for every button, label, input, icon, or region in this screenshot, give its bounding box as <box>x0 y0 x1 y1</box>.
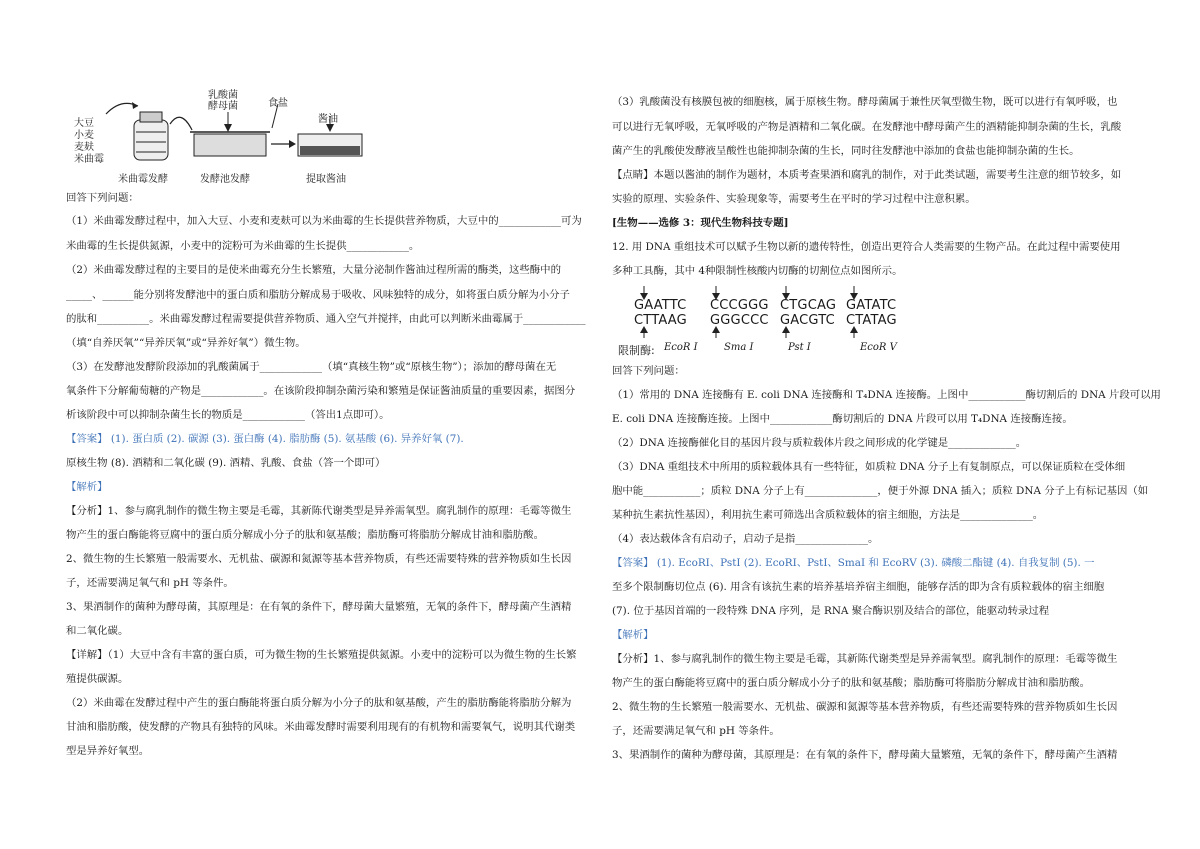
text-line: 回答下列问题： <box>612 365 685 377</box>
text-line: 米曲霉的生长提供氮源，小麦中的淀粉可为米曲霉的生长提供____________。 <box>66 240 420 252</box>
text-line: 【点睛】本题以酱油的制作为题材，本质考查果酒和腐乳的制作，对于此类试题，需要考生注意的细节较多，如 <box>612 169 1122 181</box>
input-item: 米曲霉 <box>74 154 104 165</box>
text-line: （3）乳酸菌没有核膜包被的细胞核，属于原核生物。酵母菌属于兼性厌氧型微生物，既可以进行有氧呼吸，也 <box>612 96 1118 108</box>
text-line: （填“自养厌氧”“异养厌氧”或“异养好氧”）微生物。 <box>66 337 306 349</box>
enzyme-name: EcoR V <box>860 342 897 353</box>
restriction-enzyme-figure <box>612 286 922 358</box>
text-line: 多种工具酶，其中 4种限制性核酸内切酶的切割位点如图所示。 <box>612 265 903 277</box>
text-line: 析该阶段中可以抑制杂菌生长的物质是____________（答出1点即可）。 <box>66 409 390 421</box>
text-line: 型是异养好氧型。 <box>66 745 150 757</box>
text-line: 胞中能___________；质粒 DNA 分子上有______________，便于外源 DNA 插入；质粒 DNA 分子上有标记基因（如 <box>612 485 1149 497</box>
text-line: 【分析】1、参与腐乳制作的微生物主要是毛霉，其新陈代谢类型是异养需氧型。腐乳制作的原理：毛霉等微生 <box>612 653 1118 665</box>
text-line: 2、微生物的生长繁殖一般需要水、无机盐、碳源和氮源等基本营养物质，有些还需要特殊的营养物质如生长因 <box>612 701 1118 713</box>
text-line: 的肽和__________。米曲霉发酵过程需要提供营养物质、通入空气并搅拌，由此可以判断米曲霉属于____________ <box>66 313 586 325</box>
text-line: （3）DNA 重组技术中所用的质粒载体具有一些特征，如质粒 DNA 分子上有复制原点，可以保证质粒在受体细 <box>612 461 1126 473</box>
sequence-top: CTGCAG <box>780 298 837 313</box>
step-label: 米曲霉发酵 <box>118 174 168 185</box>
answer-line: 原核生物 (8). 酒精和二氧化碳 (9). 酒精、乳酸、食盐（答一个即可） <box>66 457 386 469</box>
text-line: 【详解】（1）大豆中含有丰富的蛋白质，可为微生物的生长繁殖提供氮源。小麦中的淀粉可以为微生物的生长繁 <box>66 649 577 661</box>
soy-sauce-process-diagram <box>66 88 386 186</box>
sequence-top: GATATC <box>846 298 897 313</box>
text-line: 子，还需要满足氧气和 pH 等条件。 <box>66 577 234 589</box>
text-line: 【分析】1、参与腐乳制作的微生物主要是毛霉，其新陈代谢类型是异养需氧型。腐乳制作的原理：毛霉等微生 <box>66 505 572 517</box>
input-list <box>74 118 104 166</box>
text-line: 和二氧化碳。 <box>66 625 129 637</box>
text-line: 菌产生的乳酸使发酵液呈酸性也能抑制杂菌的生长，同时往发酵池中添加的食盐也能抑制杂菌的生长。 <box>612 145 1080 157</box>
text-line: 3、果酒制作的菌种为酵母菌，其原理是：在有氧的条件下，酵母菌大量繁殖，无氧的条件下，酵母菌产生酒精 <box>66 601 572 613</box>
section-heading: [生物——选修 3：现代生物科技专题] <box>612 217 789 229</box>
answer-line: (7). 位于基因首端的一段特殊 DNA 序列，是 RNA 聚合酶识别及结合的部位，能驱动转录过程 <box>612 605 1050 617</box>
enzyme-name: Sma I <box>724 342 754 353</box>
step-label: 发酵池发酵 <box>200 174 250 185</box>
text-line: 殖提供碳源。 <box>66 673 129 685</box>
answer-line: 【答案】 (1). 蛋白质 (2). 碳源 (3). 蛋白酶 (4). 脂肪酶 (5). 氨基酸 (6). 异养好氧 (7). <box>66 433 464 445</box>
sequence-top: GAATTC <box>634 298 687 313</box>
answer-line: 【答案】 (1). EcoRI、PstI (2). EcoRI、PstI、SmaI 和 EcoRV (3). 磷酸二酯键 (4). 自我复制 (5). 一 <box>612 557 1095 569</box>
input-item: 小麦 <box>74 130 94 141</box>
text-line: 3、果酒制作的菌种为酵母菌，其原理是：在有氧的条件下，酵母菌大量繁殖，无氧的条件下，酵母菌产生酒精 <box>612 749 1118 761</box>
label-yeast: 酵母菌 <box>208 101 238 112</box>
text-line: 子，还需要满足氧气和 pH 等条件。 <box>612 725 780 737</box>
text-line: 物产生的蛋白酶能将豆腐中的蛋白质分解成小分子的肽和氨基酸；脂肪酶可将脂肪分解成甘油和脂肪酸。 <box>612 677 1090 689</box>
site-psti <box>780 298 836 328</box>
text-line: （1）米曲霉发酵过程中，加入大豆、小麦和麦麸可以为米曲霉的生长提供营养物质，大豆中的____________可为 <box>66 215 582 227</box>
text-line: 实验的原理、实验条件、实验现象等，需要考生在平时的学习过程中注意积累。 <box>612 193 976 205</box>
enzyme-name: EcoR I <box>664 342 698 353</box>
sequence-bottom: CTTAAG <box>634 313 687 328</box>
text-line: 可以进行无氧呼吸，无氧呼吸的产物是酒精和二氧化碳。在发酵池中酵母菌产生的酒精能抑制杂菌的生长，乳酸 <box>612 121 1122 133</box>
text-line: 物产生的蛋白酶能将豆腐中的蛋白质分解成小分子的肽和氨基酸；脂肪酶可将脂肪分解成甘油和脂肪酸。 <box>66 529 544 541</box>
sequence-bottom: CTATAG <box>846 313 897 328</box>
text-line: （2）DNA 连接酶催化目的基因片段与质粒载体片段之间形成的化学键是_____________。 <box>612 437 1027 449</box>
text-line: 氧条件下分解葡萄糖的产物是____________。在该阶段抑制杂菌污染和繁殖是保证酱油质量的重要因素，据图分 <box>66 385 576 397</box>
text-line: 某种抗生素抗性基因），利用抗生素可筛选出含质粒载体的宿主细胞，方法是______________。 <box>612 509 1044 521</box>
text-line: （2）米曲霉发酵过程的主要目的是使米曲霉充分生长繁殖，大量分泌制作酱油过程所需的酶类，这些酶中的 <box>66 264 561 276</box>
microbe-labels <box>208 90 238 112</box>
label-lactic-bacteria: 乳酸菌 <box>208 90 238 101</box>
site-smai <box>710 298 769 328</box>
sequence-bottom: GGGCCC <box>710 313 769 328</box>
label-salt: 食盐 <box>268 98 288 109</box>
input-item: 麦麸 <box>74 142 94 153</box>
step-label: 提取酱油 <box>306 174 346 185</box>
text-line: （3）在发酵池发酵阶段添加的乳酸菌属于____________（填“真核生物”或“原核生物”）；添加的酵母菌在无 <box>66 361 557 373</box>
site-ecori <box>634 298 687 328</box>
text-line: 回答下列问题： <box>66 192 139 204</box>
input-item: 大豆 <box>74 118 94 129</box>
text-line: _____、______能分别将发酵池中的蛋白质和脂肪分解成易于吸收、风味独特的成分，如将蛋白质分解为小分子 <box>66 289 570 301</box>
site-ecorv <box>846 298 897 328</box>
enzyme-caption: 限制酶: <box>618 344 655 357</box>
text-line: 2、微生物的生长繁殖一般需要水、无机盐、碳源和氮源等基本营养物质，有些还需要特殊的营养物质如生长因 <box>66 553 572 565</box>
text-line: 12. 用 DNA 重组技术可以赋予生物以新的遗传特性，创造出更符合人类需要的生物产品。在此过程中需要使用 <box>612 241 1121 253</box>
sequence-bottom: GACGTC <box>780 313 835 328</box>
answer-line: 至多个限制酶切位点 (6). 用含有该抗生素的培养基培养宿主细胞，能够存活的即为含有质粒载体的宿主细胞 <box>612 581 1105 593</box>
sequence-top: CCCGGG <box>710 298 769 313</box>
enzyme-name: Pst I <box>788 342 811 353</box>
analysis-heading: 【解析】 <box>612 629 654 641</box>
text-line: （2）米曲霉在发酵过程中产生的蛋白酶能将蛋白质分解为小分子的肽和氨基酸，产生的脂肪酶能将脂肪分解为 <box>66 697 572 709</box>
text-line: （4）表达载体含有启动子，启动子是指______________。 <box>612 533 879 545</box>
analysis-heading: 【解析】 <box>66 481 108 493</box>
text-line: （1）常用的 DNA 连接酶有 E. coli DNA 连接酶和 T₄DNA 连接酶。上图中___________酶切割后的 DNA 片段可以用 <box>612 389 1161 401</box>
text-line: E. coli DNA 连接酶连接。上图中____________酶切割后的 DNA 片段可以用 T₄DNA 连接酶连接。 <box>612 413 1073 425</box>
text-line: 甘油和脂肪酸，使发酵的产物具有独特的风味。米曲霉发酵时需要利用现有的有机物和需要氧气，说明其代谢类 <box>66 721 576 733</box>
label-soy-sauce: 酱油 <box>318 114 338 125</box>
